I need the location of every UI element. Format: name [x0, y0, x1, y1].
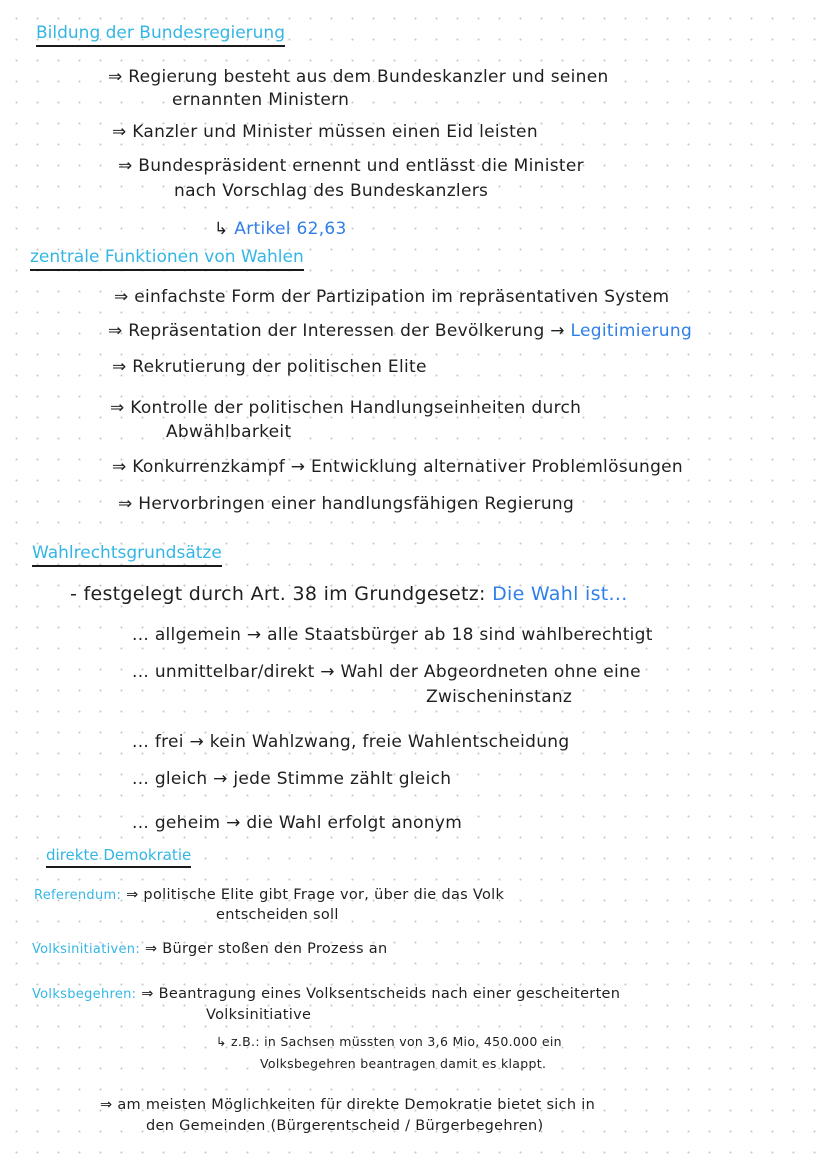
referendum-label: Referendum:: [34, 888, 122, 903]
example-line: Volksbegehren beantragen damit es klappt.: [260, 1056, 547, 1071]
note-line: ⇒ Konkurrenzkampf → Entwicklung alternativer Problemlösungen: [112, 457, 684, 477]
list-item: ... frei → kein Wahlzwang, freie Wahlentscheidung: [132, 732, 570, 752]
referendum-text-cont: entscheiden soll: [216, 907, 339, 923]
note-line-text: - festgelegt durch Art. 38 im Grundgesetz:: [70, 583, 486, 605]
volksbegehren-label: Volksbegehren:: [32, 987, 137, 1002]
return-arrow-icon: ↳: [214, 219, 229, 239]
list-item: ... allgemein → alle Staatsbürger ab 18 sind wahlberechtigt: [132, 625, 653, 645]
volksbegehren-text: ⇒ Beantragung eines Volksentscheids nach einer gescheiterten: [141, 986, 621, 1002]
example-line: ↳ z.B.: in Sachsen müssten von 3,6 Mio, 450.000 ein: [216, 1034, 562, 1049]
heading-direkte-demokratie: direkte Demokratie: [46, 846, 191, 868]
volksbegehren-text-cont: Volksinitiative: [206, 1007, 312, 1023]
note-line: ernannten Ministern: [172, 90, 350, 110]
article-text: Artikel 62,63: [234, 219, 347, 239]
note-line: [108, 320, 692, 342]
referendum-text: ⇒ politische Elite gibt Frage vor, über die das Volk: [126, 887, 505, 903]
article-reference: [214, 218, 347, 240]
note-line: ⇒ Rekrutierung der politischen Elite: [112, 357, 427, 377]
list-item: Zwischeninstanz: [426, 687, 573, 707]
note-line: nach Vorschlag des Bundeskanzlers: [174, 181, 489, 201]
list-item: ... geheim → die Wahl erfolgt anonym: [132, 813, 463, 833]
list-item: ... gleich → jede Stimme zählt gleich: [132, 769, 452, 789]
heading-zentrale-funktionen: zentrale Funktionen von Wahlen: [30, 246, 304, 271]
note-line: Abwählbarkeit: [166, 422, 292, 442]
note-line-text: ⇒ Repräsentation der Interessen der Bevölkerung →: [108, 321, 565, 341]
referendum-row: [34, 886, 504, 905]
note-line: ⇒ einfachste Form der Partizipation im repräsentativen System: [114, 287, 670, 307]
note-line: ⇒ Bundespräsident ernennt und entlässt die Minister: [118, 156, 584, 176]
heading-wahlrechtsgrundsaetze: Wahlrechtsgrundsätze: [32, 542, 222, 567]
intro-blue-text: Die Wahl ist...: [492, 583, 628, 605]
conclusion-line: ⇒ am meisten Möglichkeiten für direkte Demokratie bietet sich in: [100, 1097, 596, 1113]
volksinitiativen-label: Volksinitiativen:: [32, 942, 141, 957]
note-line: [70, 582, 628, 606]
conclusion-line: den Gemeinden (Bürgerentscheid / Bürgerbegehren): [146, 1118, 544, 1134]
note-line: ⇒ Hervorbringen einer handlungsfähigen Regierung: [118, 494, 575, 514]
volksbegehren-row: [32, 985, 620, 1004]
note-line: ⇒ Regierung besteht aus dem Bundeskanzler und seinen: [108, 67, 609, 87]
volksinitiativen-text: ⇒ Bürger stoßen den Prozess an: [144, 941, 388, 957]
legitimierung-text: Legitimierung: [570, 321, 693, 341]
note-line: ⇒ Kontrolle der politischen Handlungseinheiten durch: [110, 398, 582, 418]
note-line: ⇒ Kanzler und Minister müssen einen Eid leisten: [112, 122, 538, 142]
volksinitiativen-row: [32, 940, 387, 959]
list-item: ... unmittelbar/direkt → Wahl der Abgeordneten ohne eine: [132, 662, 641, 682]
heading-bildung-bundesregierung: Bildung der Bundesregierung: [36, 22, 285, 47]
